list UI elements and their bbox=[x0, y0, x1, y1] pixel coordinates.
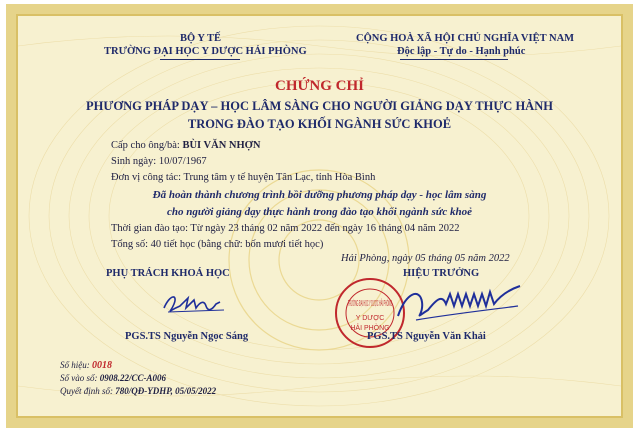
birth-row bbox=[111, 156, 207, 167]
serial-label: Số hiệu: bbox=[60, 360, 92, 370]
decision-label: Quyết định số: bbox=[60, 386, 116, 396]
decision-row bbox=[60, 386, 216, 396]
place-date: Hải Phòng, ngày 05 tháng 05 năm 2022 bbox=[341, 253, 510, 264]
workplace-value: Trung tâm y tế huyện Tân Lạc, tỉnh Hòa Bình bbox=[183, 172, 376, 183]
training-period: Thời gian đào tạo: Từ ngày 23 tháng 02 năm 2022 đến ngày 16 tháng 04 năm 2022 bbox=[111, 223, 460, 234]
recipient-label: Cấp cho ông/bà: bbox=[111, 140, 183, 151]
university-underline bbox=[160, 59, 240, 60]
country-name: CỘNG HOÀ XÃ HỘI CHỦ NGHĨA VIỆT NAM bbox=[356, 33, 575, 44]
birth-date: 10/07/1967 bbox=[158, 156, 207, 167]
right-signer-role: HIỆU TRƯỞNG bbox=[403, 268, 480, 279]
workplace-row bbox=[111, 172, 375, 183]
national-motto: Độc lập - Tự do - Hạnh phúc bbox=[397, 46, 526, 57]
decision-number: 780/QĐ-YDHP, 05/05/2022 bbox=[115, 386, 217, 396]
left-signer-name: PGS.TS Nguyễn Ngọc Sáng bbox=[125, 331, 249, 342]
serial-number: 0018 bbox=[92, 360, 112, 371]
recipient-name: BÙI VĂN NHỢN bbox=[182, 140, 261, 151]
completion-line1: Đã hoàn thành chương trình bồi dưỡng phương pháp dạy - học lâm sàng bbox=[152, 189, 487, 201]
recipient-row bbox=[111, 140, 260, 151]
svg-text:Y DƯỢC: Y DƯỢC bbox=[355, 315, 385, 322]
certificate-subtitle-line1: PHƯƠNG PHÁP DẠY – HỌC LÂM SÀNG CHO NGƯỜI GIẢNG DẠY THỰC HÀNH bbox=[86, 99, 553, 113]
ministry-name: BỘ Y TẾ bbox=[180, 33, 222, 44]
serial-row bbox=[60, 360, 112, 371]
right-signature bbox=[392, 280, 527, 326]
left-signature bbox=[160, 290, 230, 316]
certificate-title: CHỨNG CHỈ bbox=[274, 78, 365, 94]
book-number: 0908.22/CC-A006 bbox=[99, 373, 167, 383]
svg-text:HẢI PHÒNG: HẢI PHÒNG bbox=[350, 325, 390, 332]
university-name: TRƯỜNG ĐẠI HỌC Y DƯỢC HẢI PHÒNG bbox=[104, 46, 307, 57]
left-signer-role: PHỤ TRÁCH KHOÁ HỌC bbox=[106, 268, 230, 279]
certificate-subtitle-line2: TRONG ĐÀO TẠO KHỐI NGÀNH SỨC KHOẺ bbox=[187, 117, 452, 131]
motto-underline bbox=[400, 59, 508, 60]
completion-line2: cho người giảng dạy thực hành trong đào tạo khối ngành sức khoẻ bbox=[166, 206, 472, 218]
birth-label: Sinh ngày: bbox=[111, 156, 159, 167]
training-total: Tổng số: 40 tiết học (bằng chữ: bốn mươi tiết học) bbox=[111, 239, 324, 250]
book-row bbox=[60, 373, 166, 383]
right-signer-name: PGS.TS Nguyễn Văn Khải bbox=[367, 331, 486, 342]
workplace-label: Đơn vị công tác: bbox=[111, 172, 184, 183]
seal-lettering: TRƯỜNG ĐẠI HỌC Y DƯỢC HẢI PHÒNG bbox=[348, 299, 392, 308]
book-label: Số vào số: bbox=[60, 373, 100, 383]
